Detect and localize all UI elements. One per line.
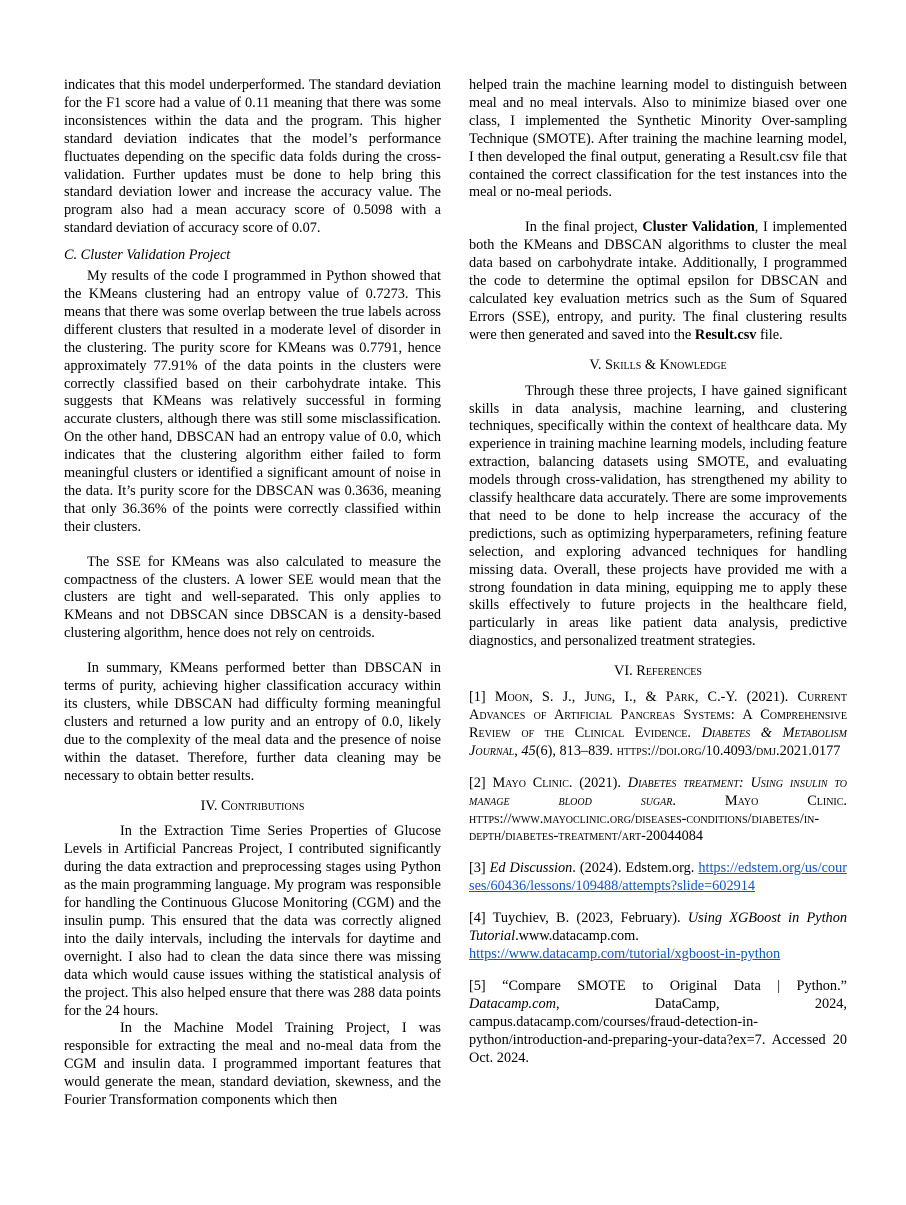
reference-volume: 45 — [521, 742, 536, 759]
left-column — [64, 77, 441, 1110]
bold-term: Result.csv — [694, 326, 757, 343]
reference-4 — [469, 910, 847, 964]
reference-2 — [469, 775, 847, 847]
reference-5 — [469, 978, 847, 1068]
section-heading-references: VI. References — [614, 663, 702, 680]
reference-1 — [469, 689, 847, 761]
reference-text: .www.datacamp.com. — [515, 928, 639, 945]
text-run: file. — [756, 326, 783, 343]
reference-text: (6), 813–839. https://doi.org/10.4093/dmj.2021.0177 — [535, 742, 841, 759]
reference-text: , DataCamp, 2024, campus.datacamp.com/courses/fraud-detection-in-python/introduction-and-preparing-your-data?ex=7. Accessed 20 Oct. 2024. — [469, 995, 847, 1066]
reference-title: Ed Discussion — [489, 860, 573, 877]
reference-text: [4] Tuychiev, B. (2023, February). — [469, 910, 688, 927]
reference-text: . Mayo Clinic. https://www.mayoclinic.org/diseases-conditions/diabetes/in-depth/diabetes-treatment/art-20044084 — [469, 792, 847, 845]
text-run: , I implemented both the KMeans and DBSCAN algorithms to cluster the meal data based on carbohydrate intake. Additionally, I programmed the code to determine the optimal epsilon for DBSCAN and calculated key evaluation metrics such as the Sum of Squared Errors (SSE), entropy, and purity. The final clustering results were then generated and saved into the — [469, 219, 848, 343]
section-heading-skills: V. Skills & Knowledge — [589, 356, 727, 373]
text-run: In the final project, — [525, 219, 643, 236]
reference-title: Using XGBoost in Python Tutorial — [469, 910, 847, 945]
paragraph-contribution-training: In the Machine Model Training Project, I was responsible for extracting the meal and no-meal data from the CGM and insulin data. I programmed important features that would generate the mean, standard deviation, skewness, and the Fourier Transformation components which then — [64, 1020, 441, 1109]
paragraph-cluster-results: My results of the code I programmed in Python showed that the KMeans clustering had an entropy value of 0.7273. This means that there was some overlap between the true labels across different clusters that resulted in a moderate level of disorder in the clustering. The purity score for KMeans was 0.7791, hence approximately 77.91% of the data points in the clusters were correctly classified based on their carbohydrate intake. This suggests that KMeans was relatively successful in forming accurate clusters, although there was still some misclassification. On the other hand, DBSCAN had an entropy value of 0.0, which indicates that the clustering algorithm either failed to form meaningful clusters or identified a significant amount of noise in the data. It’s purity score for the DBSCAN was 0.3636, meaning that only 36.36% of the points were correctly classified within their clusters. — [64, 268, 441, 535]
reference-title: Diabetes treatment: Using insulin to manage blood sugar — [469, 774, 847, 809]
paragraph-skills: Through these three projects, I have gained significant skills in data analysis, machine learning, and clustering techniques, specifically within the context of healthcare data. My experience in training machine learning models, including feature extraction, balancing datasets using SMOTE, and evaluating models through cross-validation, has strengthened my ability to classify healthcare data accurately. There are some improvements that need to be done to help increase the accuracy of the predictions, such as optimizing hyperparameters, refining feature selection, and exploring advanced techniques for handling missing data. Overall, these projects have provided me with a strong foundation in data mining, equipping me to apply these skills effectively to future projects in the healthcare field, particularly in areas like patient data analysis, predictive diagnostics, and personalized treatment strategies. — [469, 382, 847, 650]
paragraph-model-results: indicates that this model underperformed. The standard deviation for the F1 score had a value of 0.11 meaning that there was some inconsistences within the data and the program. This higher standard deviation indicates that the model’s performance fluctuates depending on the specific data folds during the cross-validation. Further updates must be done to help bring this standard deviation lower and increase the accuracy value. The program also had a mean accuracy score of 0.5098 with a standard deviation of accuracy score of 0.07. — [64, 77, 441, 237]
reference-title: Datacamp.com — [469, 995, 556, 1012]
paragraph-final-project — [469, 219, 847, 344]
reference-text: [3] — [469, 860, 490, 877]
paragraph-summary: In summary, KMeans performed better than DBSCAN in terms of purity, achieving higher classification accuracy within its clusters, while DBSCAN had difficulty forming meaningful clusters and returned a low purity and an entropy of 0.0, likely due to the complexity of the meal data and the presence of noise within the dataset. Therefore, further data cleaning may be necessary to obtain better results. — [64, 660, 441, 784]
reference-text: . (2024). Edstem.org. — [572, 860, 699, 877]
section-heading-contributions: IV. Contributions — [200, 797, 305, 814]
reference-text: , — [514, 742, 522, 759]
paragraph-contribution-extraction: In the Extraction Time Series Properties of Glucose Levels in Artificial Pancreas Project, I contributed significantly during the data extraction and preprocessing stages using Python as the main programming language. My program was responsible for handling the Continuous Glucose Monitoring (CGM) and the insulin pump. This ensured that the data was correctly aligned into the daily intervals, including the intervals for daytime and overnight. I also had to clean the data since there was missing data which would cause issues withing the statistical analysis of the project. This also helped ensure that there was 288 data points for the 24 hours. — [64, 823, 441, 1019]
right-column — [469, 77, 847, 1067]
reference-text: [2] Mayo Clinic. (2021). — [469, 774, 628, 791]
paragraph-sse: The SSE for KMeans was also calculated to measure the compactness of the clusters. A lower SEE would mean that the clusters are tight and well-separated. This only applies to KMeans and not DBSCAN since DBSCAN is a density-based clustering algorithm, hence does not rely on centroids. — [64, 553, 441, 642]
reference-journal: Diabetes & Metabolism Journal — [469, 724, 847, 759]
paragraph-training-continued: helped train the machine learning model to distinguish between meal and no meal intervals. Also to minimize biased over one class, I implemented the Synthetic Minority Over-sampling Technique (SMOTE). After training the machine learning model, I then developed the final output, generating a Result.csv file that contained the correct classification for the test instances into the meal or no-meal periods. — [469, 77, 847, 201]
reference-3 — [469, 860, 847, 896]
reference-text: [5] “Compare SMOTE to Original Data | Python.” — [469, 977, 847, 994]
reference-link-edstem[interactable]: https://edstem.org/us/courses/60436/lessons/109488/attempts?slide=602914 — [469, 860, 847, 895]
bold-term: Cluster Validation — [642, 219, 755, 236]
reference-link-datacamp[interactable]: https://www.datacamp.com/tutorial/xgboost-in-python — [469, 945, 781, 962]
reference-text: [1] Moon, S. J., Jung, I., & Park, C.-Y. (2021). Current Advances of Artificial Pancreas Systems: A Comprehensive Review of the Clinical Evidence. — [469, 689, 847, 741]
subsection-heading-cluster-validation: C. Cluster Validation Project — [64, 247, 231, 264]
